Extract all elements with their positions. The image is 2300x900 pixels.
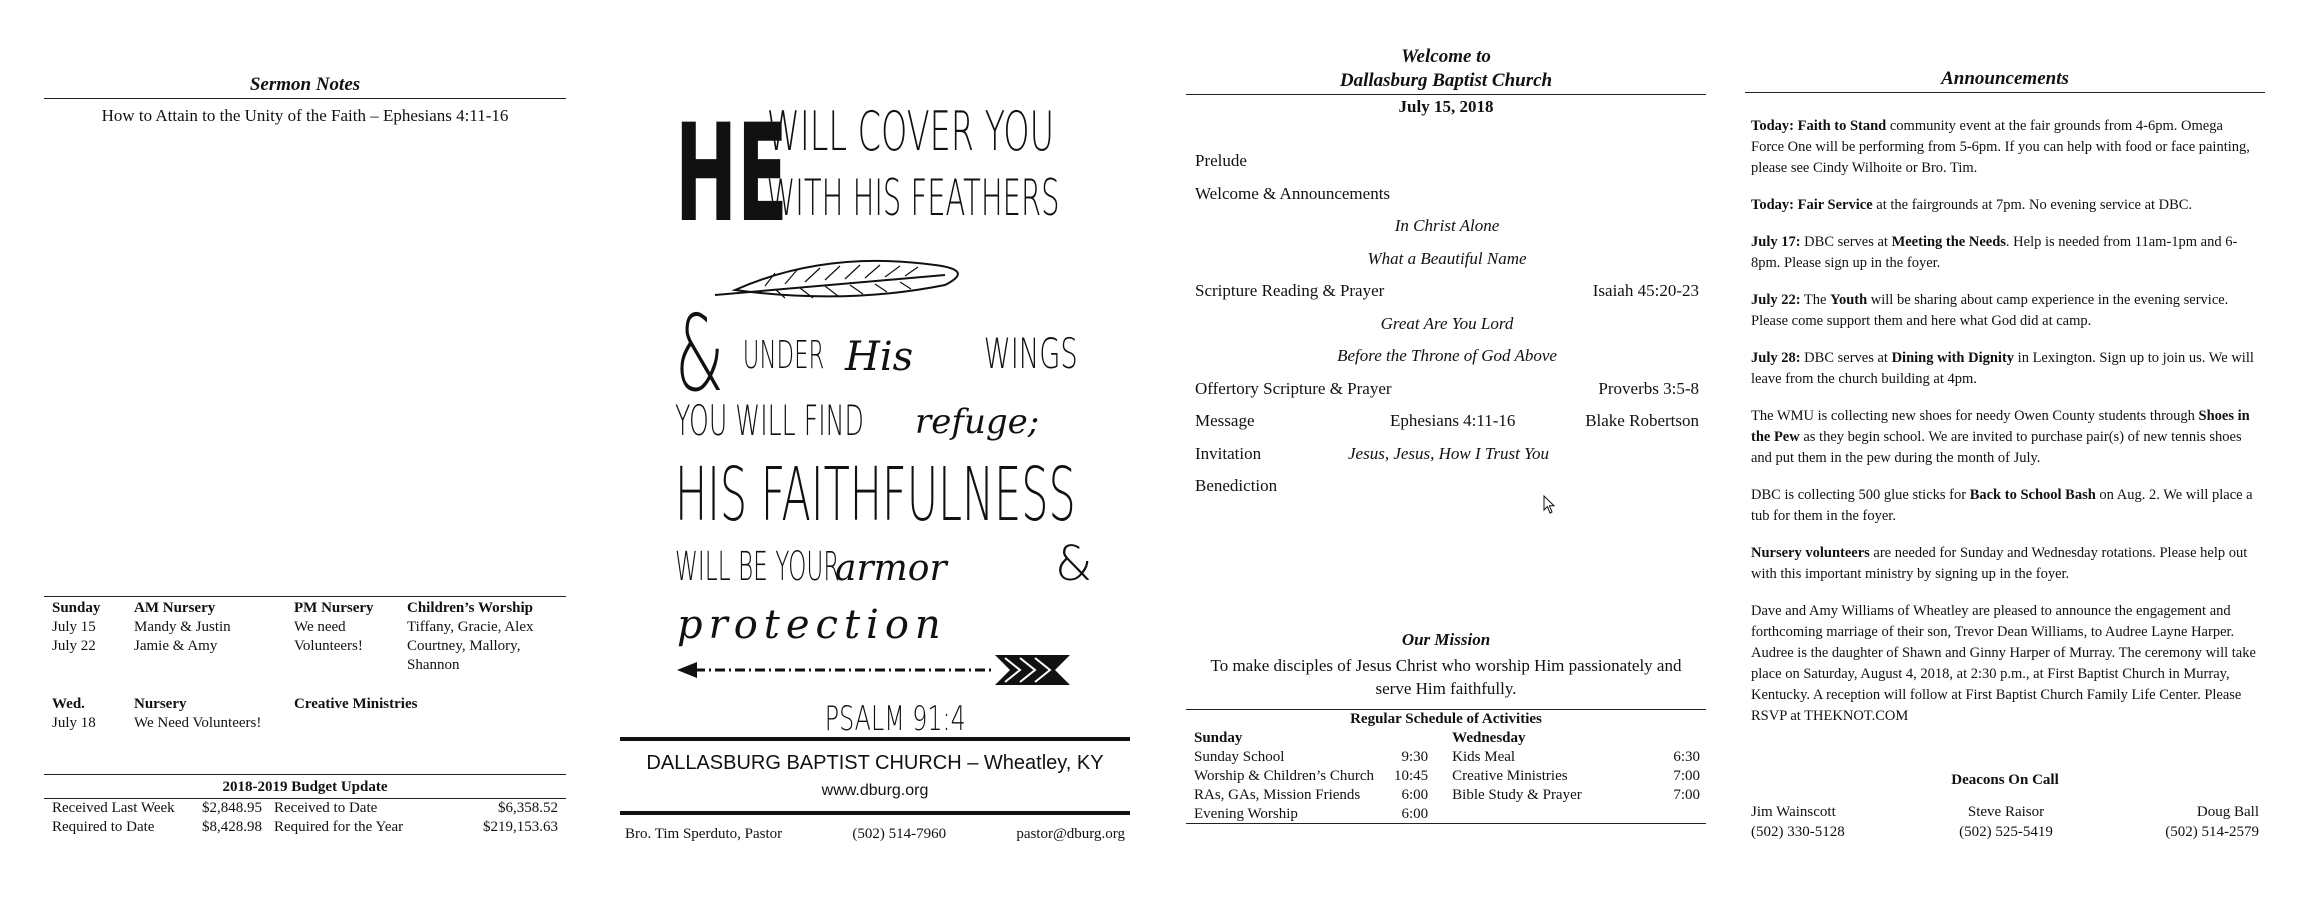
deacon-name: Jim Wainscott bbox=[1751, 804, 1836, 820]
wed-header: Creative Ministries bbox=[294, 696, 418, 712]
nursery-header-row bbox=[52, 599, 562, 618]
sermon-notes-title: Sermon Notes bbox=[44, 74, 566, 99]
budget-value: $219,153.63 bbox=[483, 819, 558, 835]
schedule-row bbox=[1194, 786, 1700, 805]
order-item bbox=[1195, 275, 1699, 308]
budget-row bbox=[52, 799, 558, 818]
church-name: DALLASBURG BAPTIST CHURCH – Wheatley, KY bbox=[646, 752, 1104, 774]
deacon-name: Steve Raisor bbox=[1967, 804, 2045, 820]
schedule-time: 7:00 bbox=[1673, 787, 1700, 803]
schedule-row bbox=[1194, 805, 1700, 824]
nursery-cell: Tiffany, Gracie, Alex bbox=[407, 619, 534, 635]
scripture-ref: Ephesians 4:11-16 bbox=[1390, 411, 1516, 430]
announcement-item bbox=[1751, 543, 2259, 585]
schedule-activity: Evening Worship bbox=[1194, 806, 1298, 822]
deacons-title: Deacons On Call bbox=[1951, 772, 2059, 788]
deacon-phone: (502) 330-5128 bbox=[1751, 824, 1845, 840]
announcement-event: Shoes in the Pew bbox=[1751, 408, 2250, 445]
nursery-cell: Volunteers! bbox=[294, 638, 363, 654]
pastor-phone: (502) 514-7960 bbox=[852, 826, 947, 842]
art-refuge: refuge; bbox=[915, 402, 1040, 442]
art-he: HE bbox=[675, 94, 788, 253]
announcement-text: as they begin school. We are invited to purchase pair(s) of new tennis shoes and put them in the pew during the month of July. bbox=[1751, 429, 2242, 466]
speaker-name: Blake Robertson bbox=[1585, 411, 1699, 430]
schedule-activity: Sunday School bbox=[1194, 749, 1285, 765]
budget-value: $6,358.52 bbox=[498, 800, 558, 816]
art-ampersand2: & bbox=[1055, 536, 1093, 592]
sermon-subtitle: How to Attain to the Unity of the Faith – Ephesians 4:11-16 bbox=[101, 106, 509, 125]
art-find: YOU WILL FIND bbox=[675, 397, 864, 446]
deacon-phone: (502) 514-2579 bbox=[2165, 824, 2259, 840]
budget-row bbox=[52, 818, 558, 837]
art-psalm: PSALM 91:4 bbox=[824, 698, 966, 739]
schedule-activity: Bible Study & Prayer bbox=[1452, 787, 1582, 803]
sermon-notes-panel bbox=[44, 0, 566, 900]
order-item bbox=[1195, 178, 1699, 211]
wed-row bbox=[52, 714, 562, 733]
song-title: Before the Throne of God Above bbox=[1337, 346, 1557, 365]
budget-table bbox=[52, 799, 558, 837]
schedule-time: 7:00 bbox=[1673, 768, 1700, 784]
divider bbox=[620, 811, 1130, 815]
scripture-ref: Isaiah 45:20-23 bbox=[1592, 281, 1699, 300]
nursery-cell: July 22 bbox=[52, 638, 96, 654]
schedule-row bbox=[1194, 748, 1700, 767]
announcement-text: . Help is needed from 11am-1pm and 6-8pm. Please sign up in the foyer. bbox=[1751, 234, 2238, 271]
order-label: Invitation bbox=[1195, 443, 1262, 463]
order-label: Benediction bbox=[1195, 476, 1278, 495]
divider bbox=[1186, 823, 1706, 824]
announcements-list bbox=[1751, 116, 2259, 743]
wed-header: Wed. bbox=[52, 696, 85, 712]
order-label: Prelude bbox=[1195, 151, 1247, 170]
schedule-activity: Creative Ministries bbox=[1452, 768, 1568, 784]
deacon-entry bbox=[1946, 802, 2066, 842]
announcements-title: Announcements bbox=[1745, 68, 2265, 93]
budget-label: Received to Date bbox=[274, 800, 378, 816]
mission-text: To make disciples of Jesus Christ who worship Him passionately and serve Him faithfully. bbox=[1210, 656, 1682, 698]
arrow-icon bbox=[677, 655, 1070, 685]
schedule-activity: Worship & Children’s Church bbox=[1194, 768, 1375, 784]
announcement-event: Youth bbox=[1830, 292, 1868, 308]
schedule-time: 6:00 bbox=[1401, 806, 1429, 822]
deacon-entry bbox=[2165, 802, 2259, 842]
nursery-header: Sunday bbox=[52, 600, 101, 616]
mission-title: Our Mission bbox=[1401, 630, 1491, 649]
scripture-ref: Proverbs 3:5-8 bbox=[1598, 378, 1699, 398]
nursery-cell: Courtney, Mallory, bbox=[407, 638, 521, 654]
announcement-item bbox=[1751, 232, 2259, 274]
wed-cell: July 18 bbox=[52, 715, 96, 731]
pastor-name: Bro. Tim Sperduto, Pastor bbox=[625, 826, 783, 842]
announcement-event: Today: Fair Service bbox=[1751, 197, 1873, 213]
psalm-artwork bbox=[675, 90, 1095, 740]
wed-header-row bbox=[52, 695, 562, 714]
nursery-header: Children’s Worship bbox=[407, 600, 534, 616]
order-item bbox=[1195, 470, 1699, 503]
wed-cell: We Need Volunteers! bbox=[134, 715, 262, 731]
announcement-text: in Lexington. Sign up to join us. We will leave from the church building at 4pm. bbox=[1751, 350, 2254, 387]
deacon-name: Doug Ball bbox=[2196, 804, 2259, 820]
nursery-cell: We need bbox=[294, 619, 346, 635]
order-label: Scripture Reading & Prayer bbox=[1195, 281, 1385, 300]
budget-update bbox=[44, 774, 566, 837]
order-item bbox=[1195, 308, 1699, 341]
schedule-time: 10:45 bbox=[1394, 768, 1429, 784]
announcement-item bbox=[1751, 348, 2259, 390]
song-title: What a Beautiful Name bbox=[1367, 248, 1527, 268]
announcement-text: DBC is collecting 500 glue sticks for bbox=[1751, 487, 1970, 503]
budget-label: Required to Date bbox=[52, 819, 155, 835]
order-item bbox=[1195, 405, 1699, 438]
announcement-lead: July 17: bbox=[1751, 234, 1801, 250]
schedule-time: 9:30 bbox=[1401, 749, 1429, 765]
song-title: In Christ Alone bbox=[1394, 216, 1500, 235]
nursery-table bbox=[52, 599, 562, 733]
pastor-contact bbox=[625, 826, 1125, 843]
art-armor: armor bbox=[835, 548, 947, 589]
order-item bbox=[1195, 145, 1699, 178]
art-under: UNDER bbox=[742, 334, 825, 378]
welcome-line: Welcome to bbox=[1401, 46, 1491, 67]
announcement-item bbox=[1751, 195, 2259, 216]
announcement-text: The WMU is collecting new shoes for needy Owen County students through bbox=[1751, 408, 2199, 424]
schedule-header-row bbox=[1194, 729, 1700, 748]
feather-icon bbox=[715, 261, 958, 298]
announcement-text: are needed for Sunday and Wednesday rotations. Please help out with this important ministry by signing up in the foyer. bbox=[1751, 545, 2248, 582]
schedule-table bbox=[1194, 729, 1700, 824]
art-his: His bbox=[845, 334, 914, 380]
announcements-panel bbox=[1745, 0, 2265, 900]
announcement-text: DBC serves at bbox=[1800, 350, 1892, 366]
art-faithfulness: HIS FAITHFULNESS bbox=[675, 452, 1076, 539]
art-wings: WINGS bbox=[983, 330, 1078, 379]
schedule-header: Sunday bbox=[1194, 730, 1243, 746]
budget-title: 2018-2019 Budget Update bbox=[44, 775, 566, 799]
announcement-item bbox=[1751, 485, 2259, 527]
church-website: www.dburg.org bbox=[821, 782, 929, 799]
order-item bbox=[1195, 243, 1699, 276]
announcement-event: Meeting the Needs bbox=[1891, 234, 2006, 250]
deacon-entry bbox=[1751, 802, 1845, 842]
budget-value: $8,428.98 bbox=[202, 819, 262, 835]
order-item bbox=[1195, 438, 1699, 471]
regular-schedule bbox=[1186, 709, 1706, 824]
announcement-text: at the fairgrounds at 7pm. No evening service at DBC. bbox=[1872, 197, 2193, 213]
order-label: Welcome & Announcements bbox=[1195, 183, 1391, 203]
announcement-event: Back to School Bash bbox=[1969, 487, 2096, 503]
nursery-row bbox=[52, 637, 562, 656]
nursery-cell: Shannon bbox=[407, 657, 460, 673]
announcement-item bbox=[1751, 290, 2259, 332]
wed-header: Nursery bbox=[134, 696, 187, 712]
nursery-row bbox=[52, 656, 562, 675]
art-protection: protection bbox=[677, 602, 947, 648]
art-line1: WILL COVER YOU bbox=[766, 99, 1055, 164]
nursery-cell: July 15 bbox=[52, 619, 96, 635]
nursery-header: PM Nursery bbox=[294, 600, 374, 616]
announcement-event: Faith to Stand bbox=[1797, 118, 1887, 134]
announcement-text: on Aug. 2. We will place a tub for them in the foyer. bbox=[1751, 487, 2253, 524]
announcement-text: The bbox=[1800, 292, 1831, 308]
budget-value: $2,848.95 bbox=[202, 800, 262, 816]
song-title: Great Are You Lord bbox=[1380, 313, 1514, 333]
schedule-time: 6:30 bbox=[1673, 749, 1700, 765]
nursery-cell: Jamie & Amy bbox=[134, 638, 218, 654]
announcement-item bbox=[1751, 116, 2259, 179]
announcement-event: Dining with Dignity bbox=[1891, 350, 2015, 366]
pastor-email: pastor@dburg.org bbox=[1016, 826, 1125, 842]
schedule-row bbox=[1194, 767, 1700, 786]
schedule-activity: Kids Meal bbox=[1452, 749, 1516, 765]
deacon-phone: (502) 525-5419 bbox=[1959, 824, 2053, 840]
art-will-be: WILL BE YOUR bbox=[675, 543, 840, 590]
announcement-item bbox=[1751, 601, 2259, 727]
service-date: July 15, 2018 bbox=[1398, 97, 1494, 116]
order-label: Offertory Scripture & Prayer bbox=[1195, 378, 1392, 398]
announcement-event: Nursery volunteers bbox=[1751, 545, 1870, 561]
divider bbox=[620, 737, 1130, 741]
order-of-worship-panel bbox=[1186, 0, 1706, 900]
church-title: Dallasburg Baptist Church bbox=[1186, 70, 1706, 95]
schedule-time: 6:00 bbox=[1401, 787, 1429, 803]
announcement-text: will be sharing about camp experience in the evening service. Please come support them and here what God did at camp. bbox=[1751, 292, 2229, 329]
announcement-lead: Today: bbox=[1751, 118, 1798, 134]
announcement-text: DBC serves at bbox=[1800, 234, 1892, 250]
order-item bbox=[1195, 373, 1699, 406]
cover-panel bbox=[615, 0, 1135, 900]
budget-label: Required for the Year bbox=[274, 819, 404, 835]
budget-label: Received Last Week bbox=[52, 800, 175, 816]
schedule-activity: RAs, GAs, Mission Friends bbox=[1194, 787, 1361, 803]
song-title: Jesus, Jesus, How I Trust You bbox=[1348, 443, 1550, 463]
order-list bbox=[1195, 145, 1699, 503]
schedule-title: Regular Schedule of Activities bbox=[1350, 711, 1542, 727]
nursery-schedule bbox=[44, 596, 566, 733]
announcement-text: community event at the fair grounds from 4-6pm. Omega Force One will be performing from 5-6pm. If you can help with food or face painting, please see Cindy Wilhoite or Bro. Tim. bbox=[1751, 118, 2250, 176]
order-label: Message bbox=[1195, 411, 1255, 430]
announcement-text: Dave and Amy Williams of Wheatley are pleased to announce the engagement and forthcoming marriage of their son, Trevor Dean Williams, to Audree Layne Harper. Audree is the daughter of Shawn and Ginny Harper of Murray. The ceremony will take place on Saturday, August 4, 2018, at 2:30 p.m., at First Baptist Church in Murray, Kentucky. A reception will follow at First Baptist Church Family Life Center. Please RSVP at THEKNOT.COM bbox=[1751, 603, 2256, 724]
announcement-item bbox=[1751, 406, 2259, 469]
schedule-header: Wednesday bbox=[1452, 730, 1526, 746]
order-item bbox=[1195, 340, 1699, 373]
order-item bbox=[1195, 210, 1699, 243]
nursery-row bbox=[52, 618, 562, 637]
announcement-lead: July 22: bbox=[1751, 292, 1801, 308]
mouse-cursor-icon bbox=[1543, 495, 1557, 515]
nursery-header: AM Nursery bbox=[134, 600, 216, 616]
art-line2: WITH HIS FEATHERS bbox=[766, 168, 1060, 228]
art-ampersand: & bbox=[675, 294, 725, 416]
announcement-lead: July 28: bbox=[1751, 350, 1801, 366]
nursery-cell: Mandy & Justin bbox=[134, 619, 231, 635]
